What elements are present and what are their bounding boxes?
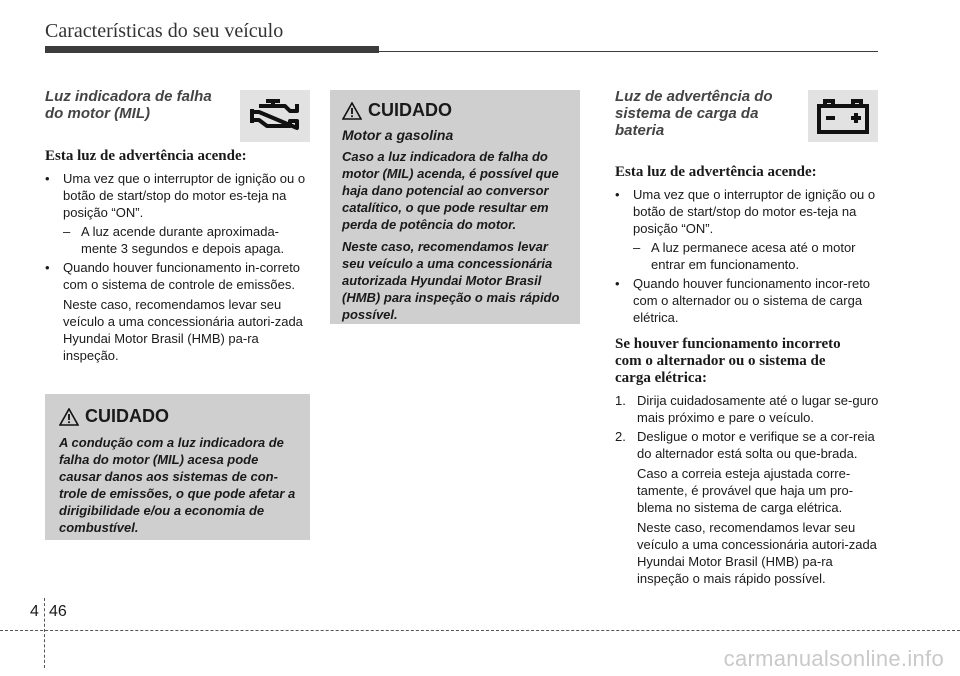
step-number: 1.: [615, 393, 626, 408]
caution-heading: [59, 406, 298, 427]
warning-triangle-icon: [342, 102, 362, 120]
section-title-line: bateria: [615, 122, 665, 139]
battery-paragraph-2: Neste caso, recomendamos levar seu veículo a uma concessionária autori-zada Hyundai Motor Brasil (HMB) pa-ra inspeção o mais rápido possível.: [637, 520, 877, 586]
step-text: Desligue o motor e verifique se a cor-reia do alternador está solta ou que-brada.: [637, 429, 875, 461]
header-rule-thin: [379, 51, 878, 52]
mil-bullet-1: • Uma vez que o interruptor de ignição ou o botão de start/stop do motor es-teja na posição “ON”.: [45, 170, 310, 221]
battery-subhead: Esta luz de advertência acende:: [615, 164, 817, 180]
caution-text-2: Neste caso, recomendamos levar seu veículo a uma concessionária autorizada Hyundai Motor Brasil (HMB) para inspeção o mais rápido possível.: [342, 239, 560, 322]
footer-vertical-divider: [44, 598, 45, 668]
step-text: Dirija cuidadosamente até o lugar se-guro mais próximo e pare o veículo.: [637, 393, 879, 425]
subhead-line: com o alternador ou o sistema de: [615, 353, 826, 369]
mil-bullet-2: • Quando houver funcionamento in-correto com o sistema de controle de emissões.: [45, 259, 310, 293]
section-title-battery: [615, 88, 880, 139]
step-number: 2.: [615, 429, 626, 444]
right-column: [615, 88, 880, 590]
section-title-line: Luz de advertência do: [615, 88, 773, 105]
battery-paragraph-1: Caso a correia esteja ajustada corre-tamente, é provável que haja um pro-blema no sistema de carga elétrica.: [637, 466, 854, 515]
header-rule-thick: [45, 46, 379, 53]
battery-step-2: [615, 428, 880, 462]
subhead-line: Se houver funcionamento incorreto: [615, 336, 841, 352]
page-number: 46: [49, 603, 67, 620]
caution-title: CUIDADO: [368, 100, 452, 120]
caution-subtitle: Motor a gasolina: [342, 127, 454, 143]
page-header-title: Características do seu veículo: [45, 20, 284, 42]
footer-divider: [0, 630, 960, 631]
caution-box-mid: [330, 90, 580, 324]
battery-step-1: [615, 392, 880, 426]
chapter-number: 4: [30, 603, 39, 620]
caution-title: CUIDADO: [85, 406, 169, 426]
caution-text: A condução com a luz indicadora de falha do motor (MIL) acesa pode causar danos aos sistemas de con-trole de emissões, o que pode afetar a dirigibilidade e/ou a economia de combustível.: [59, 435, 296, 535]
caution-heading: [342, 100, 569, 121]
section-title-line: sistema de carga da: [615, 105, 759, 122]
mil-dash-1: – A luz acende durante aproximada-mente 3 segundos e depois apaga.: [63, 223, 310, 257]
watermark-text: carmanualsonline.info: [723, 646, 944, 671]
battery-dash-1: – A luz permanece acesa até o motor entrar em funcionamento.: [633, 239, 880, 273]
battery-bullet-2: • Quando houver funcionamento incor-reto com o alternador ou o sistema de carga elétrica.: [615, 275, 880, 326]
left-column: [45, 88, 310, 367]
section-title-mil: [45, 88, 310, 122]
subhead-line: carga elétrica:: [615, 370, 708, 386]
caution-box-left: [45, 394, 310, 540]
mil-paragraph: Neste caso, recomendamos levar seu veículo a uma concessionária autori-zada Hyundai Motor Brasil (HMB) pa-ra inspeção.: [63, 297, 303, 363]
section-title-line: do motor (MIL): [45, 105, 150, 122]
warning-triangle-icon: [59, 408, 79, 426]
battery-subhead-2: [615, 336, 880, 387]
caution-text-1: Caso a luz indicadora de falha do motor (MIL) acenda, é possível que haja dano potencial ao conversor catalítico, o que pode resultar em perda de potência do motor.: [342, 149, 559, 232]
section-title-line: Luz indicadora de falha: [45, 88, 212, 105]
battery-bullet-1: • Uma vez que o interruptor de ignição ou o botão de start/stop do motor es-teja na posição “ON”.: [615, 186, 880, 237]
mil-subhead: Esta luz de advertência acende:: [45, 148, 247, 164]
